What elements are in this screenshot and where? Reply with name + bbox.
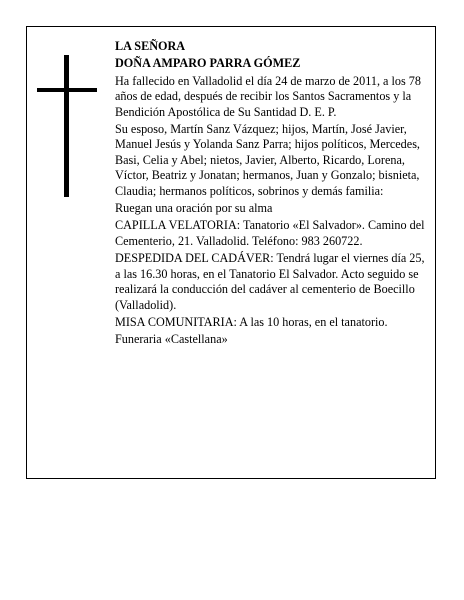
funeral-info: DESPEDIDA DEL CADÁVER: Tendrá lugar el viernes día 25, a las 16.30 horas, en el Tanatorio El Salvador. Acto seguido se realizará la conducción del cadáver al cementerio de Boecillo (Valladolid). (115, 251, 425, 312)
chapel-info: CAPILLA VELATORIA: Tanatorio «El Salvador». Camino del Cementerio, 21. Valladolid. Teléfono: 983 260722. (115, 218, 425, 248)
obituary-notice (26, 26, 436, 479)
mass-info: MISA COMUNITARIA: A las 10 horas, en el tanatorio. (115, 314, 388, 329)
cross-horizontal-bar (37, 88, 97, 92)
cross-icon (37, 55, 97, 197)
funeral-home: Funeraria «Castellana» (115, 332, 228, 347)
cross-vertical-bar (64, 55, 69, 197)
deceased-name: DOÑA AMPARO PARRA GÓMEZ (115, 56, 301, 71)
death-announcement: Ha fallecido en Valladolid el día 24 de marzo de 2011, a los 78 años de edad, después de recibir los Santos Sacramentos y la Bendición Apostólica de Su Santidad D. E. P. (115, 73, 421, 119)
prayer-request: Ruegan una oración por su alma (115, 201, 273, 216)
family-list: Su esposo, Martín Sanz Vázquez; hijos, Martín, José Javier, Manuel Jesús y Yolanda Sanz Parra; hijos políticos, Mercedes, Basi, Celia y Abel; nietos, Javier, Alberto, Ricardo, Lorena, Víctor, Beatriz y Jonatan; hermanos, Juan y Gonzalo; bisnieta, Claudia; hermanos políticos, sobrinos y demás familia: (115, 122, 420, 198)
notice-text (115, 39, 425, 350)
notice-title-line-1: LA SEÑORA (115, 39, 186, 53)
